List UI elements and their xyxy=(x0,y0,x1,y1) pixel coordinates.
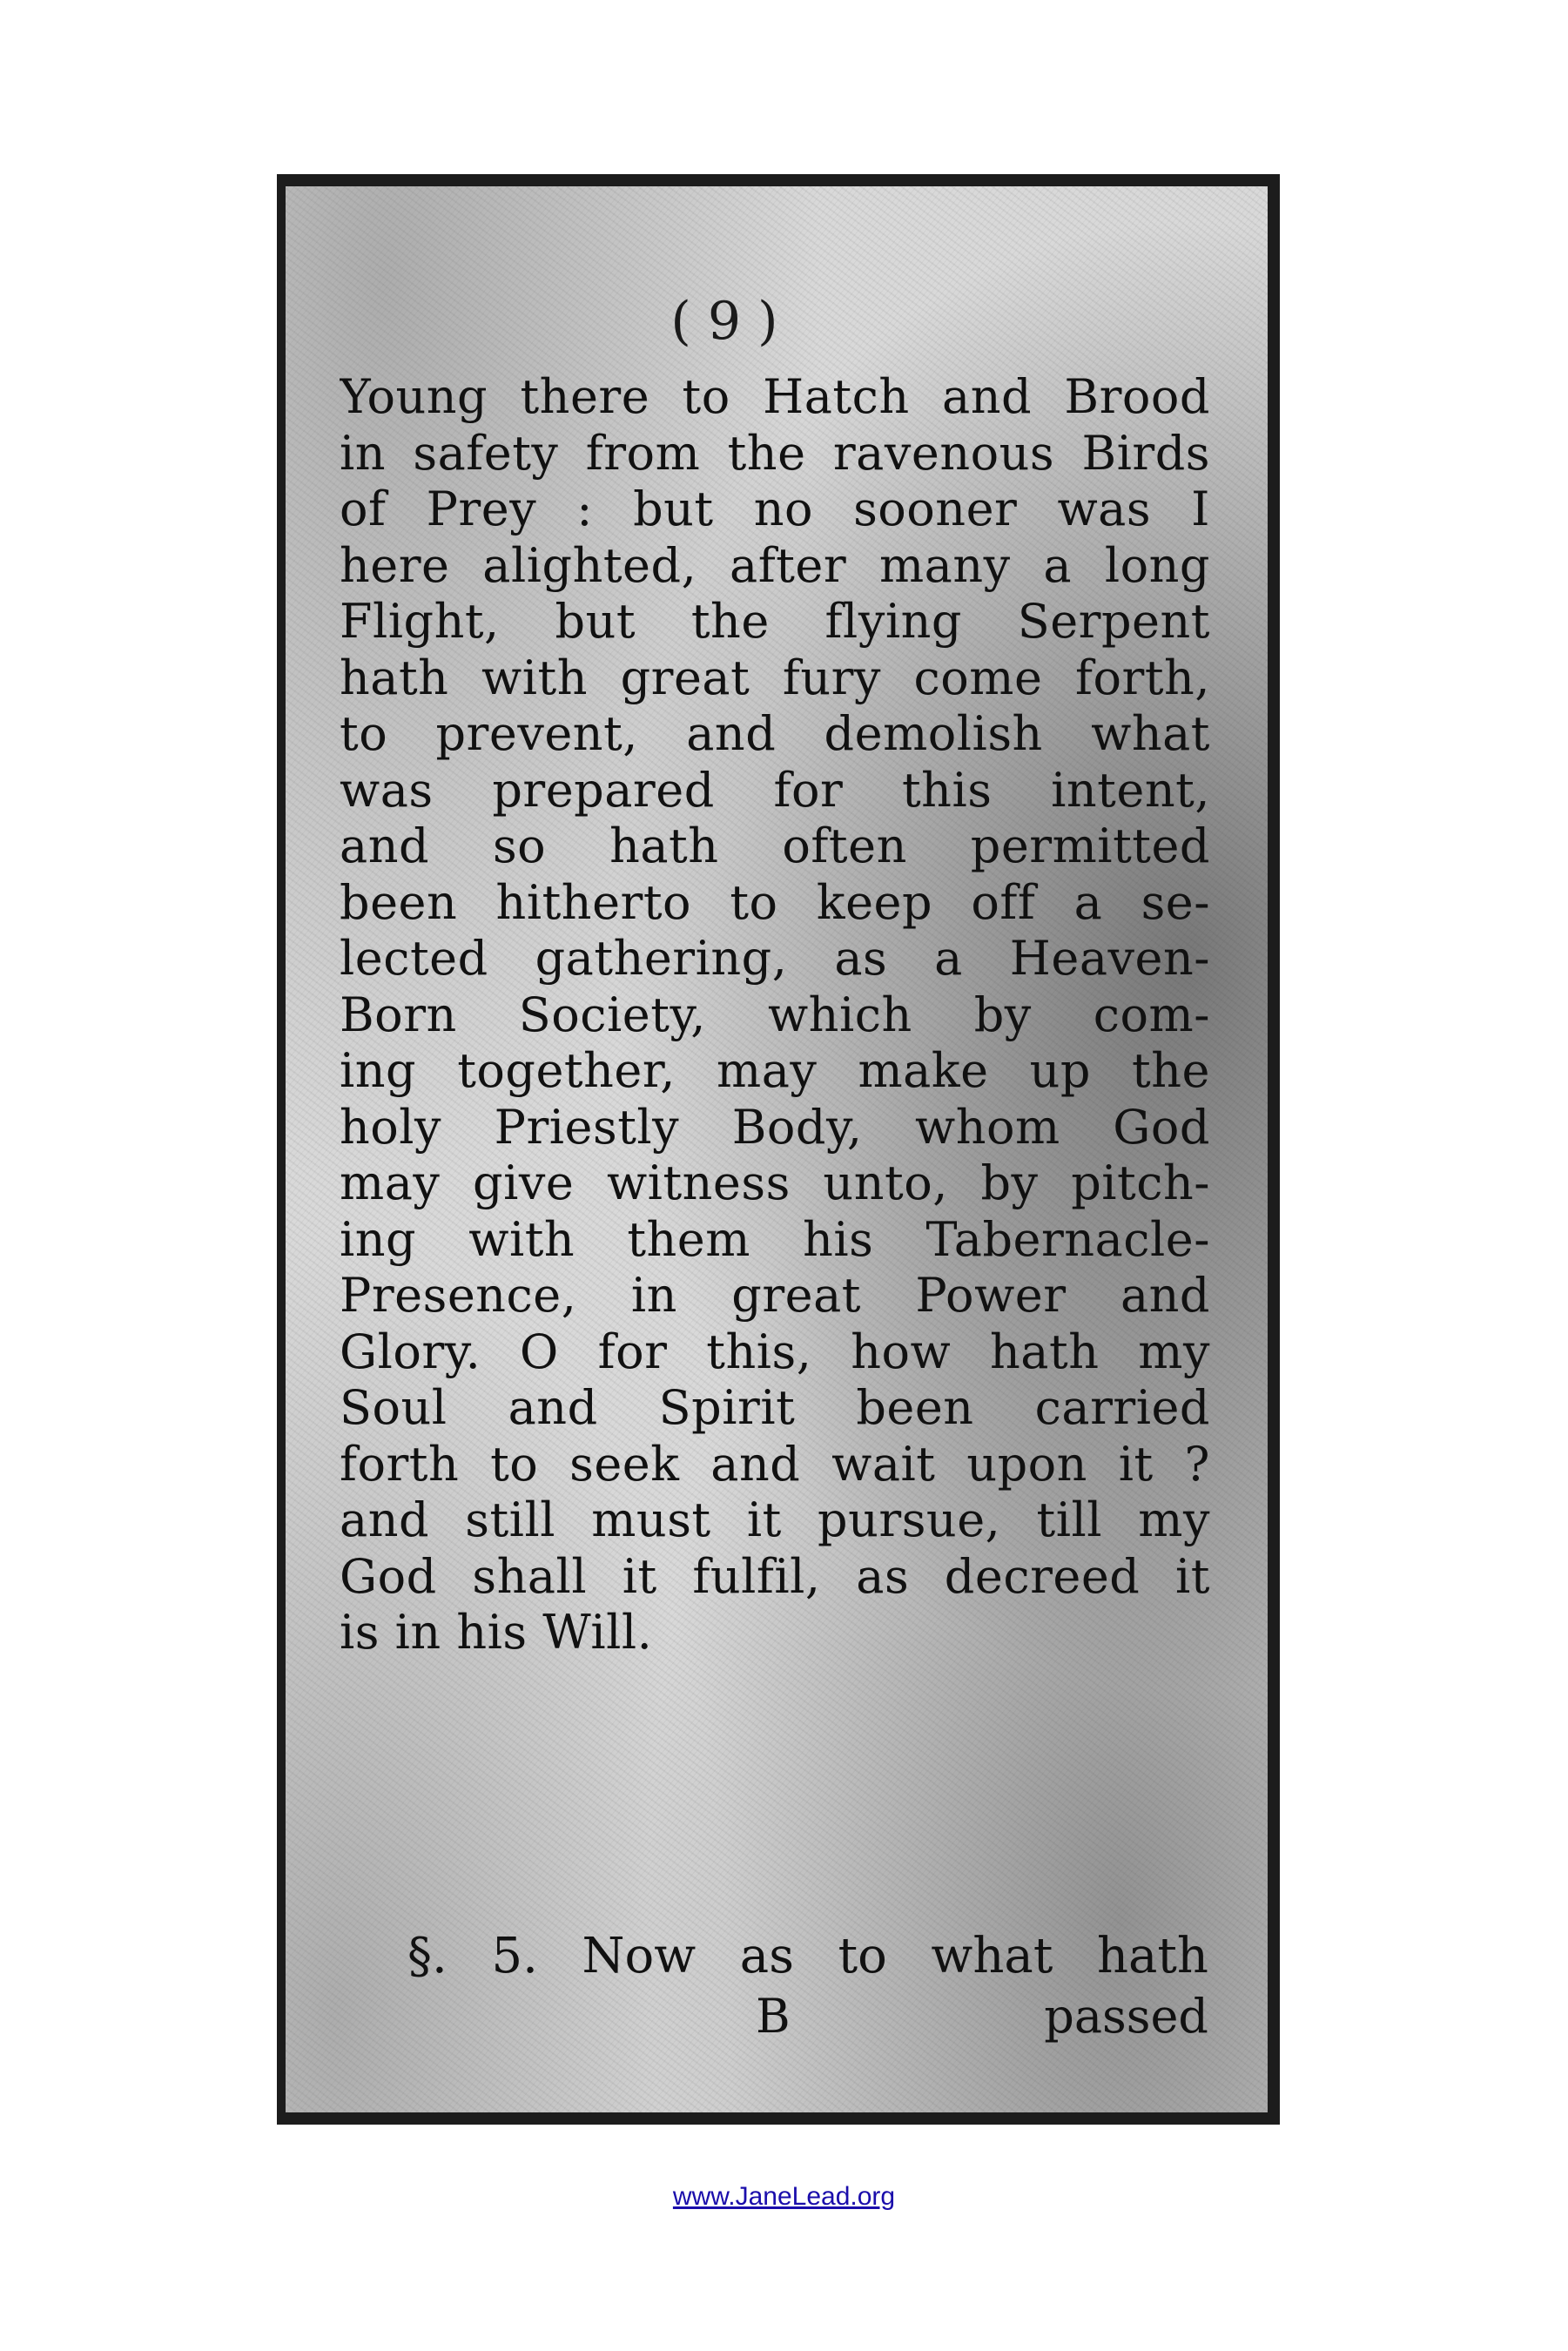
text-line: ing with them his Tabernacle- xyxy=(340,1211,1210,1267)
text-line: Born Society, which by com- xyxy=(340,987,1210,1042)
text-line: in safety from the ravenous Birds xyxy=(340,425,1210,481)
text-line: to prevent, and demolish what xyxy=(340,706,1210,761)
catchword: passed xyxy=(1044,1989,1208,2044)
text-line: was prepared for this intent, xyxy=(340,762,1210,818)
text-line: God shall it fulfil, as decreed it xyxy=(340,1548,1210,1604)
paper xyxy=(286,186,1268,2112)
text-line: and so hath often permitted xyxy=(340,818,1210,873)
text-line: may give witness unto, by pitch- xyxy=(340,1155,1210,1210)
signature-mark: B xyxy=(756,1989,791,2044)
text-line: forth to seek and wait upon it ? xyxy=(340,1436,1210,1492)
text-line: and still must it pursue, till my xyxy=(340,1492,1210,1547)
text-line: Presence, in great Power and xyxy=(340,1268,1210,1323)
website-link[interactable]: www.JaneLead.org xyxy=(672,2182,896,2211)
text-line: lected gathering, as a Heaven- xyxy=(340,931,1210,986)
text-line: Flight, but the flying Serpent xyxy=(340,594,1210,649)
scanned-page xyxy=(277,174,1280,2125)
text-line: Glory. O for this, how hath my xyxy=(340,1324,1210,1379)
text-line: ing together, may make up the xyxy=(340,1043,1210,1098)
text-line: Young there to Hatch and Brood xyxy=(340,369,1210,424)
text-line: of Prey : but no sooner was I xyxy=(340,482,1210,536)
text-line: is in his Will. xyxy=(340,1605,653,1660)
text-line: been hitherto to keep off a se- xyxy=(340,874,1210,930)
text-line: holy Priestly Body, whom God xyxy=(340,1099,1210,1155)
text-line: here alighted, after many a long xyxy=(340,537,1210,593)
section-heading-line: §. 5. Now as to what hath xyxy=(407,1928,1208,1984)
text-line: Soul and Spirit been carried xyxy=(340,1380,1210,1435)
body-text xyxy=(340,369,1210,1661)
text-line: hath with great fury come forth, xyxy=(340,650,1210,705)
page-number: ( 9 ) xyxy=(670,291,778,352)
